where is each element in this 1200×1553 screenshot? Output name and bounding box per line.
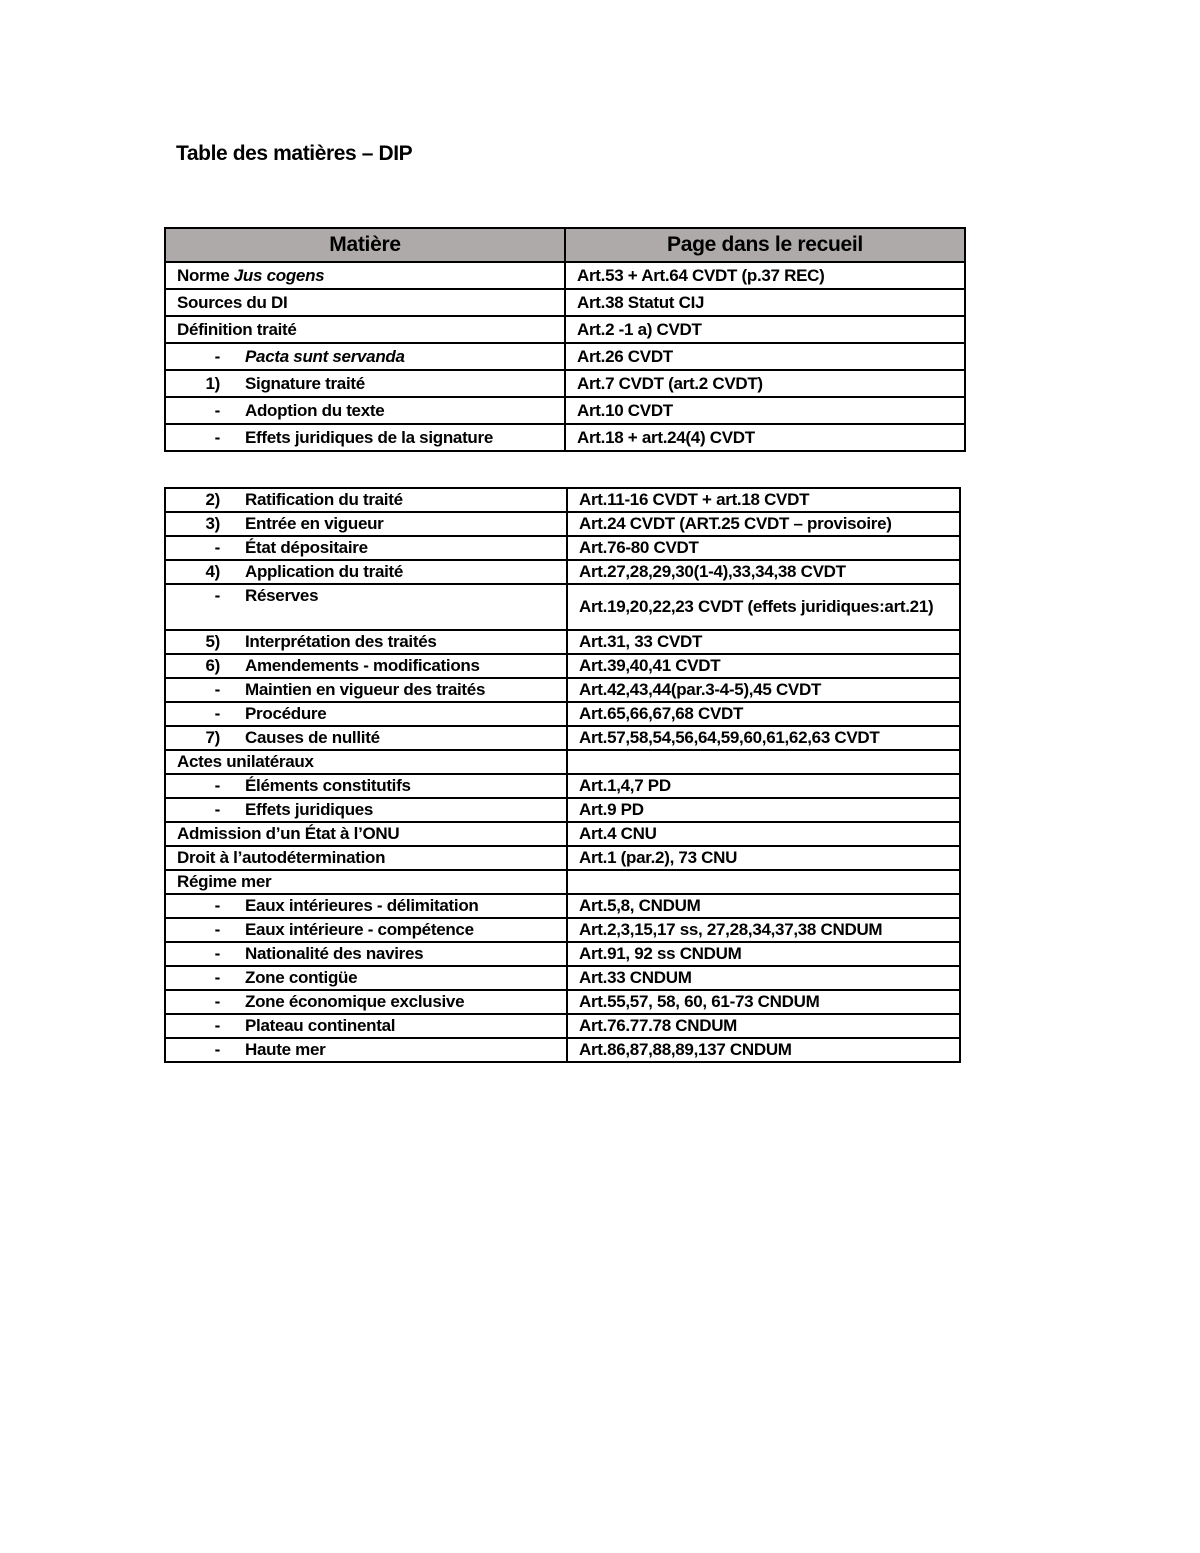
document-title: Table des matières – DIP [176,142,413,165]
table-row [165,870,960,894]
subject-cell [165,678,567,702]
reference-cell: Art.27,28,29,30(1-4),33,34,38 CVDT [567,560,960,584]
table-row [165,488,960,512]
table-row [165,678,960,702]
subject-cell [165,512,567,536]
list-marker: - [214,920,220,939]
reference-cell: Art.26 CVDT [565,343,965,370]
table-row [165,262,965,289]
subject-text: Admission d’un État à l’ONU [177,824,400,843]
reference-cell: Art.91, 92 ss CNDUM [567,942,960,966]
table-row [165,397,965,424]
reference-cell: Art.55,57, 58, 60, 61-73 CNDUM [567,990,960,1014]
list-marker: - [214,800,220,819]
reference-cell [567,750,960,774]
reference-cell: Art.39,40,41 CVDT [567,654,960,678]
list-marker: 5) [205,632,220,651]
subject-text: Interprétation des traités [245,632,437,651]
list-marker: - [214,896,220,915]
subject-cell [165,262,565,289]
subject-text: Signature traité [245,373,365,393]
table-row [165,1014,960,1038]
table-row [165,726,960,750]
table-row [165,942,960,966]
reference-cell: Art.57,58,54,56,64,59,60,61,62,63 CVDT [567,726,960,750]
table-row [165,584,960,630]
table-row [165,894,960,918]
subject-cell [165,1038,567,1062]
subject-text: Droit à l’autodétermination [177,848,386,867]
subject-text: Actes unilatéraux [177,752,314,771]
list-marker: 7) [205,728,220,747]
reference-cell: Art.2 -1 a) CVDT [565,316,965,343]
table-row [165,918,960,942]
table-row [165,560,960,584]
subject-text: Eaux intérieures - délimitation [245,896,479,915]
subject-text: Application du traité [245,562,404,581]
list-marker: - [214,944,220,963]
list-marker: - [214,346,220,366]
subject-text: Effets juridiques [245,800,374,819]
reference-cell: Art.2,3,15,17 ss, 27,28,34,37,38 CNDUM [567,918,960,942]
subject-cell: Sources du DI [165,289,565,316]
subject-text: Jus cogens [233,265,325,285]
reference-cell: Art.19,20,22,23 CVDT (effets juridiques:art.21) [567,584,960,630]
reference-cell: Art.5,8, CNDUM [567,894,960,918]
reference-cell: Art.31, 33 CVDT [567,630,960,654]
toc-table-2 [164,487,961,1063]
subject-text: Causes de nullité [245,728,380,747]
subject-cell [165,750,567,774]
reference-cell: Art.9 PD [567,798,960,822]
list-marker: 6) [205,656,220,675]
table-row [165,536,960,560]
list-marker: - [214,1040,220,1059]
reference-cell: Art.10 CVDT [565,397,965,424]
reference-cell: Art.4 CNU [567,822,960,846]
subject-text: Zone contigüe [245,968,358,987]
subject-cell [165,488,567,512]
column-header-subject: Matière [165,228,565,262]
list-marker: 2) [205,490,220,509]
subject-cell [165,343,565,370]
subject-text: Eaux intérieure - compétence [245,920,474,939]
list-marker: - [214,400,220,420]
subject-text: Entrée en vigueur [245,514,384,533]
table-row [165,822,960,846]
table-row [165,750,960,774]
reference-cell: Art.65,66,67,68 CVDT [567,702,960,726]
subject-cell [165,397,565,424]
subject-cell [165,702,567,726]
list-marker: - [214,1016,220,1035]
table-row [165,774,960,798]
table-row [165,316,965,343]
reference-cell: Art.7 CVDT (art.2 CVDT) [565,370,965,397]
subject-cell [165,942,567,966]
subject-text: État dépositaire [245,538,368,557]
subject-cell [165,584,567,630]
subject-prefix: Norme [177,265,234,285]
reference-cell: Art.42,43,44(par.3-4-5),45 CVDT [567,678,960,702]
subject-cell [165,846,567,870]
subject-text: Procédure [245,704,327,723]
subject-cell [165,1014,567,1038]
reference-cell: Art.1 (par.2), 73 CNU [567,846,960,870]
list-marker: - [214,427,220,447]
reference-cell [567,870,960,894]
header-row [165,228,965,262]
subject-cell [165,774,567,798]
table-row [165,343,965,370]
table-row [165,1038,960,1062]
table-row [165,846,960,870]
table-row [165,654,960,678]
subject-text: Régime mer [177,872,272,891]
table-row [165,512,960,536]
subject-text: Maintien en vigueur des traités [245,680,486,699]
subject-text: Réserves [245,586,319,605]
subject-cell [165,630,567,654]
subject-text: Pacta sunt servanda [245,346,405,366]
list-marker: 1) [205,373,220,393]
list-marker: - [214,680,220,699]
subject-cell [165,370,565,397]
list-marker: - [214,992,220,1011]
subject-cell [165,798,567,822]
table-row [165,966,960,990]
subject-text: Ratification du traité [245,490,403,509]
reference-cell: Art.33 CNDUM [567,966,960,990]
subject-cell [165,966,567,990]
subject-cell [165,918,567,942]
subject-text: Zone économique exclusive [245,992,465,1011]
table-row [165,370,965,397]
subject-text: Éléments constitutifs [245,776,411,795]
subject-cell [165,560,567,584]
reference-cell: Art.18 + art.24(4) CVDT [565,424,965,451]
reference-cell: Art.76.77.78 CNDUM [567,1014,960,1038]
toc-table-1 [164,227,966,452]
reference-cell: Art.38 Statut CIJ [565,289,965,316]
subject-cell [165,424,565,451]
subject-cell [165,870,567,894]
subject-text: Effets juridiques de la signature [245,427,493,447]
subject-cell: Définition traité [165,316,565,343]
table-row [165,798,960,822]
subject-cell [165,536,567,560]
subject-text: Amendements - modifications [245,656,480,675]
reference-cell: Art.76-80 CVDT [567,536,960,560]
subject-cell [165,822,567,846]
list-marker: - [214,704,220,723]
subject-text: Nationalité des navires [245,944,424,963]
table-row [165,289,965,316]
reference-cell: Art.86,87,88,89,137 CNDUM [567,1038,960,1062]
subject-cell [165,654,567,678]
list-marker: 4) [205,562,220,581]
reference-cell: Art.11-16 CVDT + art.18 CVDT [567,488,960,512]
subject-text: Plateau continental [245,1016,396,1035]
subject-cell [165,726,567,750]
table-row [165,702,960,726]
subject-text: Adoption du texte [245,400,385,420]
list-marker: - [214,538,220,557]
table-row [165,990,960,1014]
subject-text: Haute mer [245,1040,326,1059]
reference-cell: Art.24 CVDT (ART.25 CVDT – provisoire) [567,512,960,536]
subject-cell [165,894,567,918]
table-row [165,424,965,451]
list-marker: - [214,776,220,795]
list-marker: - [214,968,220,987]
list-marker: 3) [205,514,220,533]
subject-cell [165,990,567,1014]
table-row [165,630,960,654]
column-header-page: Page dans le recueil [565,228,965,262]
reference-cell: Art.1,4,7 PD [567,774,960,798]
reference-cell: Art.53 + Art.64 CVDT (p.37 REC) [565,262,965,289]
list-marker: - [214,586,220,605]
